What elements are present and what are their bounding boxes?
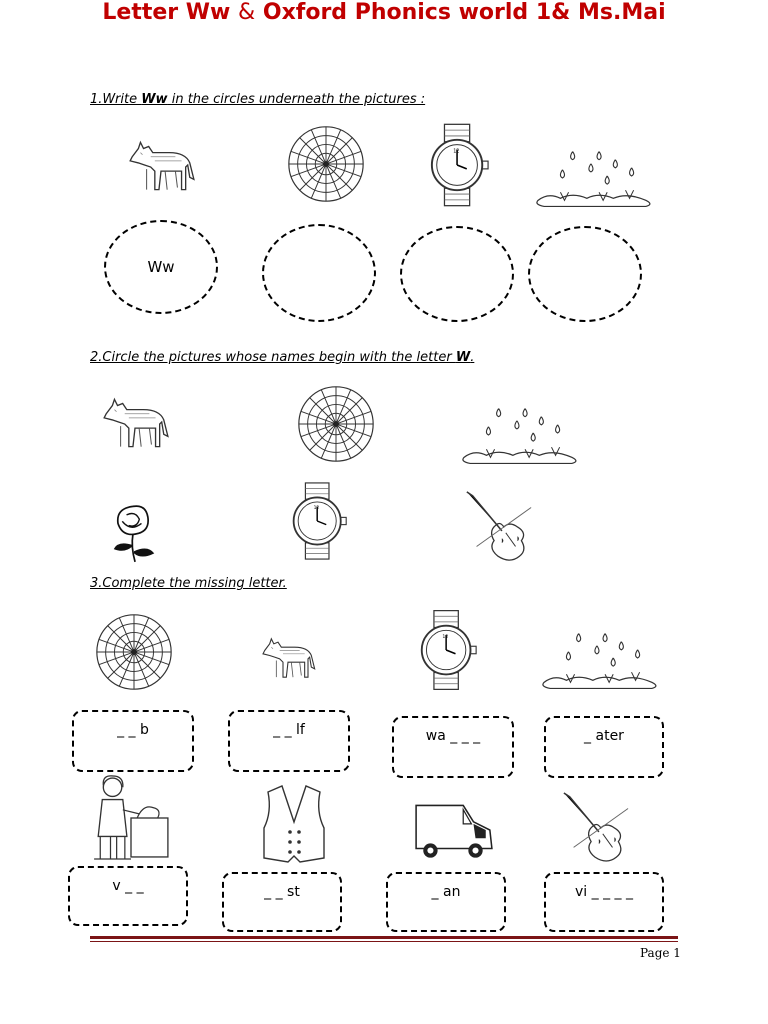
wolf-icon: [258, 624, 318, 692]
page-number: Page 1: [640, 946, 681, 960]
web-icon: [282, 124, 370, 204]
violin-icon[interactable]: [462, 488, 534, 564]
word-box-van[interactable]: _ an: [386, 872, 506, 932]
vest-icon: [254, 782, 334, 864]
web-icon[interactable]: [292, 382, 380, 466]
word-box-violin[interactable]: vi _ _ _ _: [544, 872, 664, 932]
wolf-icon: [124, 128, 198, 204]
title-part1: Letter Ww: [102, 0, 239, 25]
van-icon: [412, 796, 496, 862]
word-box-vet[interactable]: v _ _: [68, 866, 188, 926]
word-box-watch[interactable]: wa _ _ _: [392, 716, 514, 778]
watch-icon: [428, 122, 490, 208]
title-ampersand: &: [238, 0, 256, 25]
footer-rule-thin: [90, 941, 678, 942]
footer-rule: [90, 936, 678, 939]
word-box-vest[interactable]: _ _ st: [222, 872, 342, 932]
answer-circle-3[interactable]: [400, 226, 514, 322]
wolf-icon[interactable]: [98, 386, 172, 460]
word-box-water[interactable]: _ ater: [544, 716, 664, 778]
water-icon: [534, 146, 656, 212]
watch-icon: [418, 606, 478, 694]
vet-icon: [90, 772, 172, 864]
section1-instruction: 1.Write Ww in the circles underneath the pictures :: [90, 92, 426, 107]
word-box-web[interactable]: _ _ b: [72, 710, 194, 772]
answer-circle-2[interactable]: [262, 224, 376, 322]
violin-icon: [560, 788, 630, 866]
rose-icon[interactable]: [108, 500, 160, 564]
water-icon: [540, 628, 662, 694]
water-icon[interactable]: [460, 404, 582, 468]
title-part2: Oxford Phonics world 1& Ms.Mai: [255, 0, 666, 25]
answer-circle-1[interactable]: Ww: [104, 220, 218, 314]
word-box-wolf[interactable]: _ _ lf: [228, 710, 350, 772]
watch-icon[interactable]: [290, 478, 348, 564]
section2-instruction: 2.Circle the pictures whose names begin with the letter W.: [90, 350, 475, 365]
page-title: [0, 0, 768, 25]
answer-circle-4[interactable]: [528, 226, 642, 322]
section3-instruction: 3.Complete the missing letter.: [90, 576, 287, 591]
web-icon: [90, 610, 178, 694]
